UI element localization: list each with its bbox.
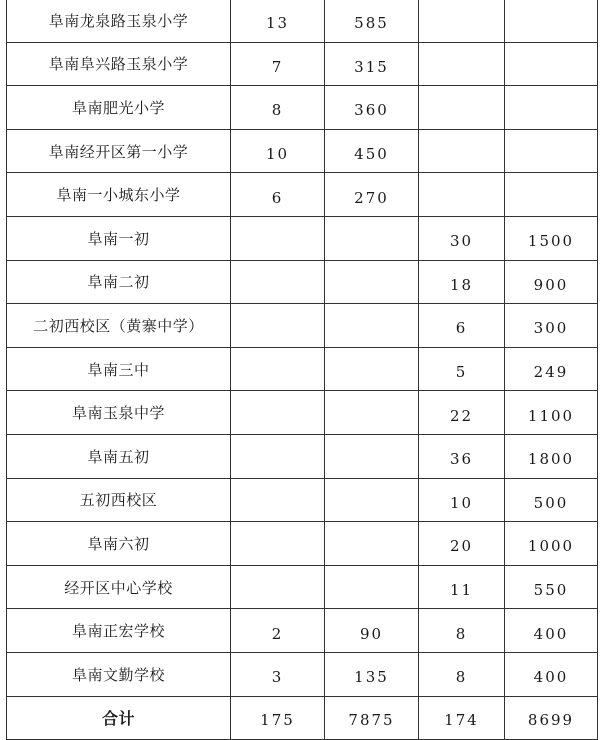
total-junior-classes-cell: 174: [419, 696, 505, 739]
school-name-cell: 阜南六初: [7, 522, 231, 566]
junior-students-cell: 1500: [505, 216, 598, 260]
junior-students-cell: 249: [505, 347, 598, 391]
table-row: [7, 173, 598, 217]
total-junior-students-cell: 8699: [505, 696, 598, 739]
table-body: [7, 0, 598, 696]
primary-students-cell: 360: [325, 86, 419, 130]
table-row: [7, 260, 598, 304]
table-row: [7, 565, 598, 609]
table-row: [7, 86, 598, 130]
junior-classes-cell: 8: [419, 652, 505, 696]
primary-students-cell: [325, 434, 419, 478]
school-name-cell: 经开区中心学校: [7, 565, 231, 609]
junior-classes-cell: 36: [419, 434, 505, 478]
total-primary-classes-cell: 175: [231, 696, 325, 739]
junior-classes-cell: [419, 129, 505, 173]
junior-students-cell: 550: [505, 565, 598, 609]
school-name-cell: 二初西校区（黄寨中学）: [7, 304, 231, 348]
table-row: [7, 652, 598, 696]
school-name-cell: 阜南正宏学校: [7, 609, 231, 653]
primary-classes-cell: 10: [231, 129, 325, 173]
primary-classes-cell: [231, 434, 325, 478]
school-name-cell: 阜南五初: [7, 434, 231, 478]
primary-classes-cell: [231, 522, 325, 566]
table-row: [7, 216, 598, 260]
primary-classes-cell: 3: [231, 652, 325, 696]
table-row: [7, 478, 598, 522]
primary-classes-cell: [231, 391, 325, 435]
junior-classes-cell: 18: [419, 260, 505, 304]
table-row: [7, 609, 598, 653]
table-row: [7, 434, 598, 478]
junior-classes-cell: 10: [419, 478, 505, 522]
primary-students-cell: [325, 347, 419, 391]
primary-students-cell: 585: [325, 0, 419, 42]
junior-classes-cell: [419, 173, 505, 217]
junior-classes-cell: 6: [419, 304, 505, 348]
primary-classes-cell: 2: [231, 609, 325, 653]
junior-students-cell: 1100: [505, 391, 598, 435]
total-label-cell: 合计: [7, 696, 231, 739]
table-footer: [7, 696, 598, 739]
primary-students-cell: [325, 565, 419, 609]
enrollment-table: [6, 0, 598, 740]
table-row: [7, 522, 598, 566]
primary-students-cell: [325, 304, 419, 348]
school-name-cell: 阜南文勤学校: [7, 652, 231, 696]
junior-classes-cell: [419, 42, 505, 86]
school-name-cell: 阜南玉泉中学: [7, 391, 231, 435]
junior-students-cell: 900: [505, 260, 598, 304]
table-row: [7, 129, 598, 173]
school-name-cell: 阜南肥光小学: [7, 86, 231, 130]
primary-students-cell: 270: [325, 173, 419, 217]
primary-classes-cell: 6: [231, 173, 325, 217]
primary-students-cell: [325, 216, 419, 260]
junior-classes-cell: 11: [419, 565, 505, 609]
primary-classes-cell: 13: [231, 0, 325, 42]
school-name-cell: 阜南一小城东小学: [7, 173, 231, 217]
primary-classes-cell: 8: [231, 86, 325, 130]
primary-students-cell: 450: [325, 129, 419, 173]
primary-classes-cell: [231, 304, 325, 348]
junior-students-cell: [505, 129, 598, 173]
junior-classes-cell: 5: [419, 347, 505, 391]
school-name-cell: 阜南龙泉路玉泉小学: [7, 0, 231, 42]
school-name-cell: 阜南一初: [7, 216, 231, 260]
primary-students-cell: [325, 260, 419, 304]
junior-students-cell: [505, 173, 598, 217]
junior-students-cell: 500: [505, 478, 598, 522]
total-row: [7, 696, 598, 739]
junior-classes-cell: 20: [419, 522, 505, 566]
primary-classes-cell: [231, 347, 325, 391]
table-row: [7, 391, 598, 435]
primary-classes-cell: 7: [231, 42, 325, 86]
primary-classes-cell: [231, 260, 325, 304]
junior-students-cell: [505, 86, 598, 130]
junior-students-cell: 1000: [505, 522, 598, 566]
primary-students-cell: [325, 522, 419, 566]
table-row: [7, 0, 598, 42]
primary-classes-cell: [231, 565, 325, 609]
junior-classes-cell: 22: [419, 391, 505, 435]
junior-classes-cell: [419, 0, 505, 42]
table-row: [7, 42, 598, 86]
primary-students-cell: 315: [325, 42, 419, 86]
school-name-cell: 阜南二初: [7, 260, 231, 304]
primary-classes-cell: [231, 216, 325, 260]
junior-classes-cell: 8: [419, 609, 505, 653]
junior-students-cell: 1800: [505, 434, 598, 478]
junior-students-cell: [505, 0, 598, 42]
total-primary-students-cell: 7875: [325, 696, 419, 739]
table-row: [7, 304, 598, 348]
school-name-cell: 阜南经开区第一小学: [7, 129, 231, 173]
primary-classes-cell: [231, 478, 325, 522]
school-name-cell: 阜南三中: [7, 347, 231, 391]
junior-students-cell: 400: [505, 652, 598, 696]
primary-students-cell: 90: [325, 609, 419, 653]
junior-students-cell: [505, 42, 598, 86]
junior-students-cell: 300: [505, 304, 598, 348]
table-row: [7, 347, 598, 391]
school-name-cell: 阜南阜兴路玉泉小学: [7, 42, 231, 86]
junior-students-cell: 400: [505, 609, 598, 653]
school-name-cell: 五初西校区: [7, 478, 231, 522]
junior-classes-cell: [419, 86, 505, 130]
primary-students-cell: [325, 391, 419, 435]
junior-classes-cell: 30: [419, 216, 505, 260]
primary-students-cell: [325, 478, 419, 522]
primary-students-cell: 135: [325, 652, 419, 696]
